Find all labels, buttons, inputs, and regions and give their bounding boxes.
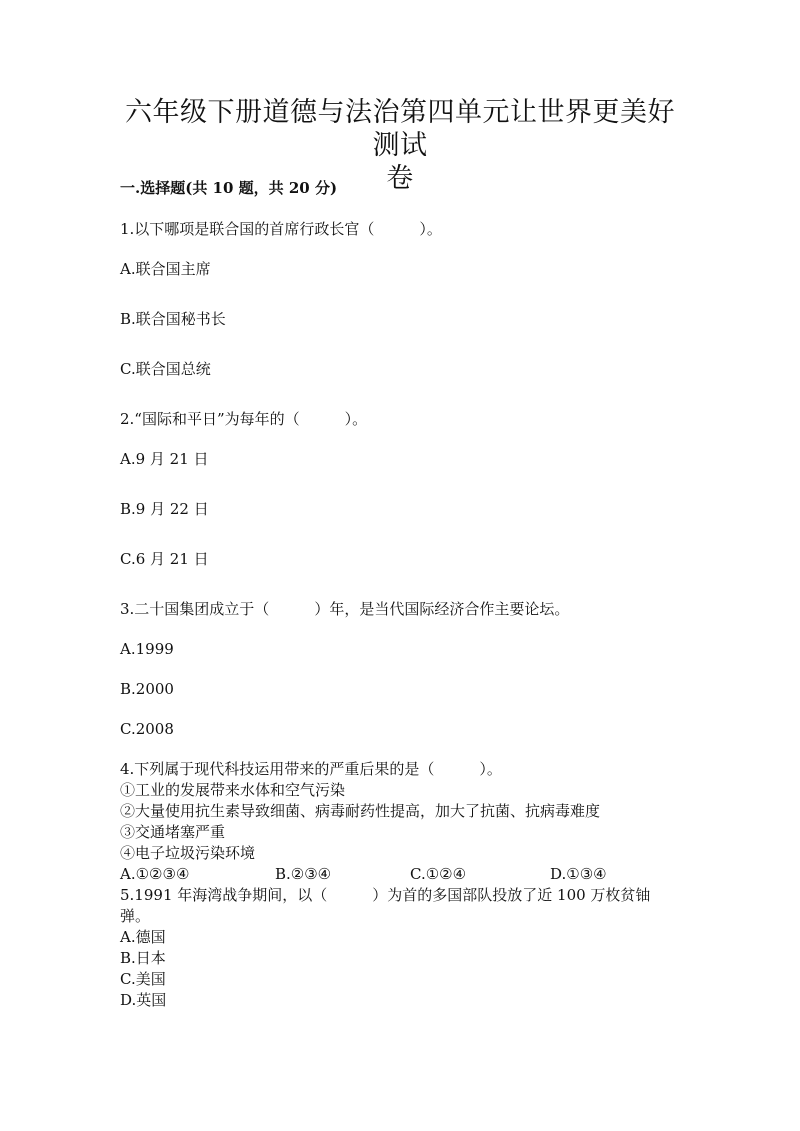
question-3-option-c: C.2008	[120, 720, 174, 738]
question-5-stem-line-2: 弹。	[120, 907, 151, 925]
section-heading: 一.选择题(共 10 题，共 20 分)	[120, 179, 338, 197]
question-5-option-c: C.美国	[120, 970, 166, 988]
question-1-option-c: C.联合国总统	[120, 360, 211, 378]
question-5-option-b: B.日本	[120, 949, 166, 967]
question-3-option-a: A.1999	[120, 640, 174, 658]
question-2-option-c: C.6 月 21 日	[120, 550, 209, 568]
question-1-option-b: B.联合国秘书长	[120, 310, 226, 328]
question-2-stem: 2.“国际和平日”为每年的（ ）。	[120, 410, 368, 428]
question-4-options-row	[120, 864, 640, 884]
question-5-option-d: D.英国	[120, 991, 167, 1009]
question-4-option-c: C.①②④	[410, 865, 467, 883]
question-3-stem: 3.二十国集团成立于（ ）年，是当代国际经济合作主要论坛。	[120, 600, 570, 618]
question-1-option-a: A.联合国主席	[120, 260, 211, 278]
question-3-option-b: B.2000	[120, 680, 174, 698]
title-line-1: 六年级下册道德与法治第四单元让世界更美好测试	[125, 97, 675, 161]
question-4-option-a: A.①②③④	[120, 865, 190, 883]
question-5-stem-line-1: 5.1991 年海湾战争期间，以（ ）为首的多国部队投放了近 100 万枚贫铀	[120, 886, 651, 904]
title-line-2: 卷	[386, 163, 414, 194]
question-5-option-a: A.德国	[120, 928, 166, 946]
question-4-item-3: ③交通堵塞严重	[120, 823, 226, 841]
question-2-option-a: A.9 月 21 日	[120, 450, 209, 468]
question-4-option-b: B.②③④	[275, 865, 332, 883]
question-1-stem: 1.以下哪项是联合国的首席行政长官（ ）。	[120, 220, 442, 238]
question-4-stem: 4.下列属于现代科技运用带来的严重后果的是（ ）。	[120, 760, 502, 778]
question-4-item-1: ①工业的发展带来水体和空气污染	[120, 781, 346, 799]
question-4-item-2: ②大量使用抗生素导致细菌、病毒耐药性提高，加大了抗菌、抗病毒难度	[120, 802, 601, 820]
question-4-option-d: D.①③④	[550, 865, 607, 883]
question-4-item-4: ④电子垃圾污染环境	[120, 844, 256, 862]
question-2-option-b: B.9 月 22 日	[120, 500, 209, 518]
